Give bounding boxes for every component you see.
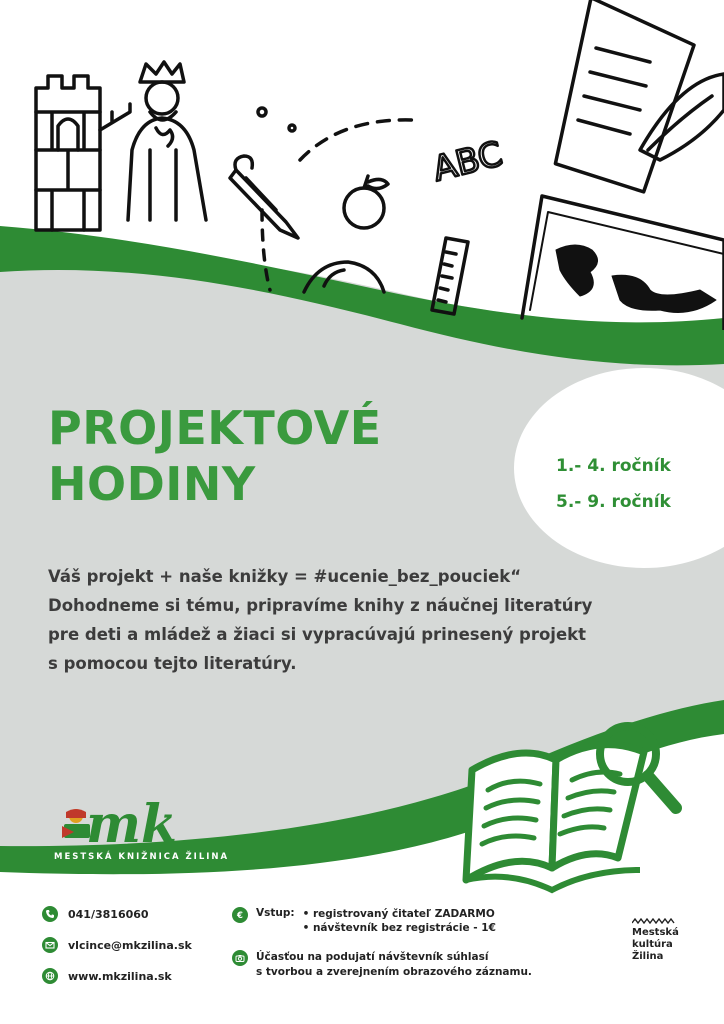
grade-list bbox=[556, 448, 671, 520]
entry-item: • registrovaný čitateľ ZADARMO bbox=[302, 908, 495, 920]
grade-item: 5.- 9. ročník bbox=[556, 492, 671, 512]
euro-icon bbox=[232, 907, 248, 923]
phone-number: 041/3816060 bbox=[68, 907, 149, 921]
contact-web[interactable] bbox=[42, 968, 172, 984]
consent-line: Účasťou na podujatí návštevník súhlasí bbox=[256, 951, 489, 963]
globe-icon bbox=[42, 968, 58, 984]
logo-subtitle: MESTSKÁ KNIŽNICA ŽILINA bbox=[54, 852, 230, 862]
email-address: vlcince@mkzilina.sk bbox=[68, 938, 192, 952]
grade-item: 1.- 4. ročník bbox=[556, 456, 671, 476]
entry-info bbox=[232, 907, 496, 935]
partner-line: Žilina bbox=[632, 951, 664, 962]
description-line: Váš projekt + naše knižky = #ucenie_bez_pouciek“ bbox=[48, 567, 522, 586]
logo-mark: mk bbox=[86, 794, 178, 855]
website-link: www.mkzilina.sk bbox=[68, 969, 172, 983]
title-line-1: PROJEKTOVÉ bbox=[48, 401, 382, 455]
phone-icon bbox=[42, 906, 58, 922]
partner-logo bbox=[632, 918, 679, 963]
svg-text:€: € bbox=[237, 911, 243, 920]
camera-icon bbox=[232, 950, 248, 966]
contact-email[interactable] bbox=[42, 937, 192, 953]
consent-line: s tvorbou a zverejnením obrazového záznamu. bbox=[256, 966, 532, 978]
zigzag-logo-icon bbox=[632, 918, 676, 924]
partner-line: kultúra bbox=[632, 939, 673, 950]
abc-doodle: ABC bbox=[429, 134, 507, 190]
contact-phone[interactable] bbox=[42, 906, 149, 922]
entry-item: • návštevník bez registrácie - 1€ bbox=[302, 922, 496, 934]
description-line: Dohodneme si tému, pripravíme knihy z náučnej literatúry bbox=[48, 596, 593, 615]
partner-line: Mestská bbox=[632, 927, 679, 938]
description-line: s pomocou tejto literatúry. bbox=[48, 654, 297, 673]
entry-label: Vstup: bbox=[256, 907, 295, 919]
photo-consent bbox=[232, 950, 532, 980]
email-icon bbox=[42, 937, 58, 953]
description-line: pre deti a mládež a žiaci si vypracúvajú prinesený projekt bbox=[48, 625, 587, 644]
description bbox=[48, 562, 608, 678]
entry-items bbox=[303, 907, 496, 935]
title-line-2: HODINY bbox=[48, 457, 256, 511]
page-title bbox=[48, 400, 382, 512]
